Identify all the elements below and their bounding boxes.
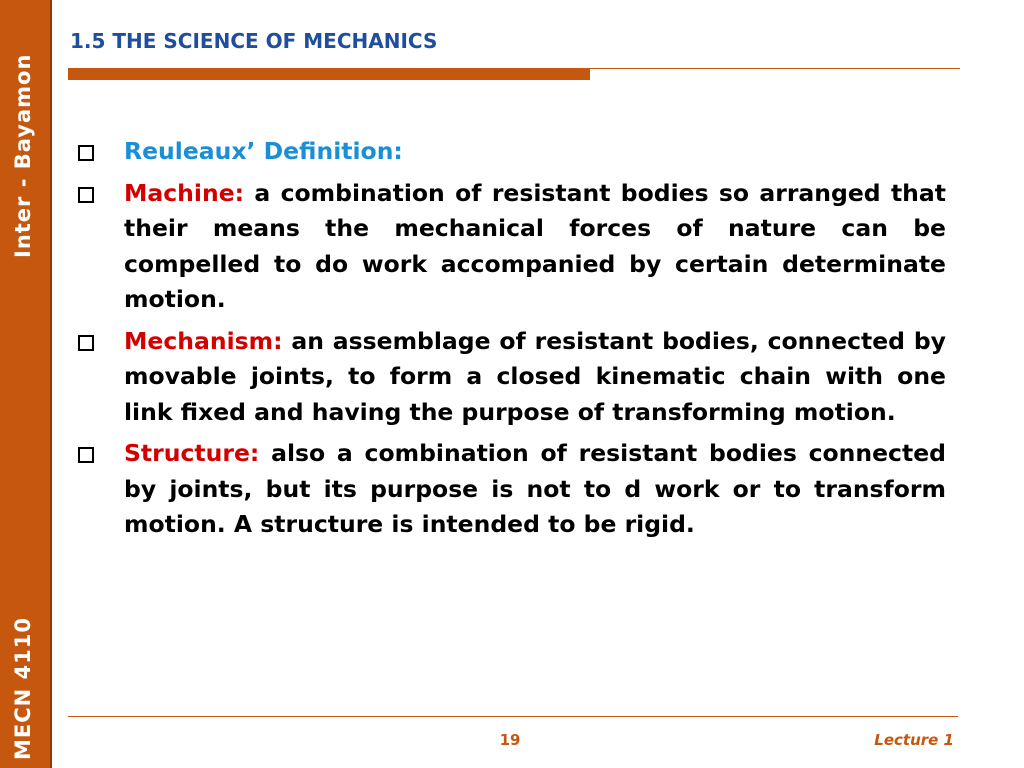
slide-content <box>76 134 946 549</box>
hollow-square-bullet-icon <box>78 187 94 203</box>
machine-definition: a combination of resistant bodies so arranged that their means the mechanical forces of nature can be compelled to do work accompanied by certain determinate motion. <box>124 178 947 313</box>
slide-title: 1.5 THE SCIENCE OF MECHANICS <box>70 29 438 53</box>
sidebar-institution-label: Inter - Bayamon <box>11 53 35 258</box>
hollow-square-bullet-icon <box>78 145 94 161</box>
structure-term: Structure: <box>124 439 260 467</box>
sidebar-course-code: MECN 4110 <box>11 617 35 760</box>
page-number: 19 <box>499 731 521 749</box>
structure-definition: also a combination of resistant bodies connected by joints, but its purpose is not to d work or to transform motion. A structure is intended to be rigid. <box>124 439 946 538</box>
hollow-square-bullet-icon <box>78 335 94 351</box>
sidebar-band <box>0 0 52 768</box>
mechanism-definition: an assemblage of resistant bodies, connected by movable joints, to form a closed kinematic chain with one link fixed and having the purpose of transforming motion. <box>124 326 946 426</box>
mechanism-term: Mechanism: <box>124 326 283 355</box>
bullet-structure <box>76 436 946 543</box>
title-accent-bar <box>68 68 590 80</box>
hollow-square-bullet-icon <box>78 447 94 463</box>
footer-rule <box>68 716 958 717</box>
bullet-machine <box>76 176 946 318</box>
bullet-reuleaux-definition <box>76 134 946 170</box>
lecture-label: Lecture 1 <box>874 731 954 749</box>
machine-term: Machine: <box>124 178 245 207</box>
bullet-mechanism <box>76 324 946 431</box>
definition-heading: Reuleaux’ Definition: <box>124 137 403 165</box>
